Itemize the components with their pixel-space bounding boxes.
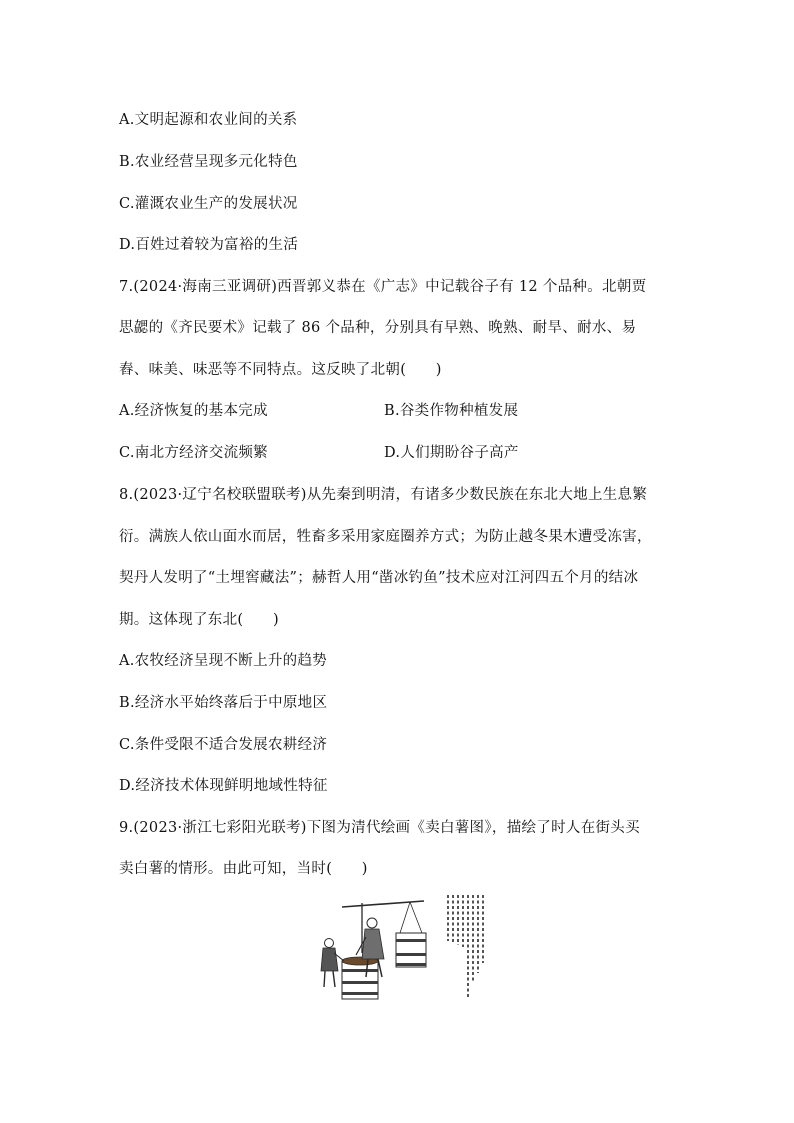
q8-stem-line-4: 期。这体现了东北( ) xyxy=(119,612,279,628)
q8-stem-line-2: 衍。满族人依山面水而居，牲畜多采用家庭圈养方式；为防止越冬果木遭受冻害， xyxy=(119,529,652,545)
q7-option-d: D.人们期盼谷子高产 xyxy=(384,445,519,461)
q8-option-b: B.经济水平始终落后于中原地区 xyxy=(119,695,328,711)
q6-option-a: A.文明起源和农业间的关系 xyxy=(119,112,298,128)
q8-stem-line-3: 契丹人发明了“土埋窖藏法”；赫哲人用“凿冰钓鱼”技术应对江河四五个月的结冰 xyxy=(119,570,639,586)
q6-option-d: D.百姓过着较为富裕的生活 xyxy=(119,237,299,253)
q7-option-b: B.谷类作物种植发展 xyxy=(384,403,519,419)
q7-stem-line-3: 舂、味美、味恶等不同特点。这反映了北朝( ) xyxy=(119,362,442,378)
q6-option-c: C.灌溉农业生产的发展状况 xyxy=(119,196,298,212)
q8-option-d: D.经济技术体现鲜明地域性特征 xyxy=(119,778,328,794)
q8-stem-line-1: 8.(2023·辽宁名校联盟联考)从先秦到明清，有诸多少数民族在东北大地上生息繁 xyxy=(119,487,648,503)
q7-option-c: C.南北方经济交流频繁 xyxy=(119,445,268,461)
q8-option-a: A.农牧经济呈现不断上升的趋势 xyxy=(119,653,328,669)
q7-option-a: A.经济恢复的基本完成 xyxy=(119,403,268,419)
sweet-potato-seller-painting xyxy=(312,893,488,1005)
q9-stem-line-1: 9.(2023·浙江七彩阳光联考)下图为清代绘画《卖白薯图》，描绘了时人在街头买 xyxy=(119,820,640,836)
q8-option-c: C.条件受限不适合发展农耕经济 xyxy=(119,737,328,753)
q7-stem-line-1: 7.(2024·海南三亚调研)西晋郭义恭在《广志》中记载谷子有 12 个品种。北朝贾 xyxy=(119,279,647,295)
q9-stem-line-2: 卖白薯的情形。由此可知，当时( ) xyxy=(119,861,368,877)
q6-option-b: B.农业经营呈现多元化特色 xyxy=(119,154,298,170)
q7-stem-line-2: 思勰的《齐民要术》记载了 86 个品种，分别具有早熟、晚熟、耐旱、耐水、易 xyxy=(119,320,637,336)
